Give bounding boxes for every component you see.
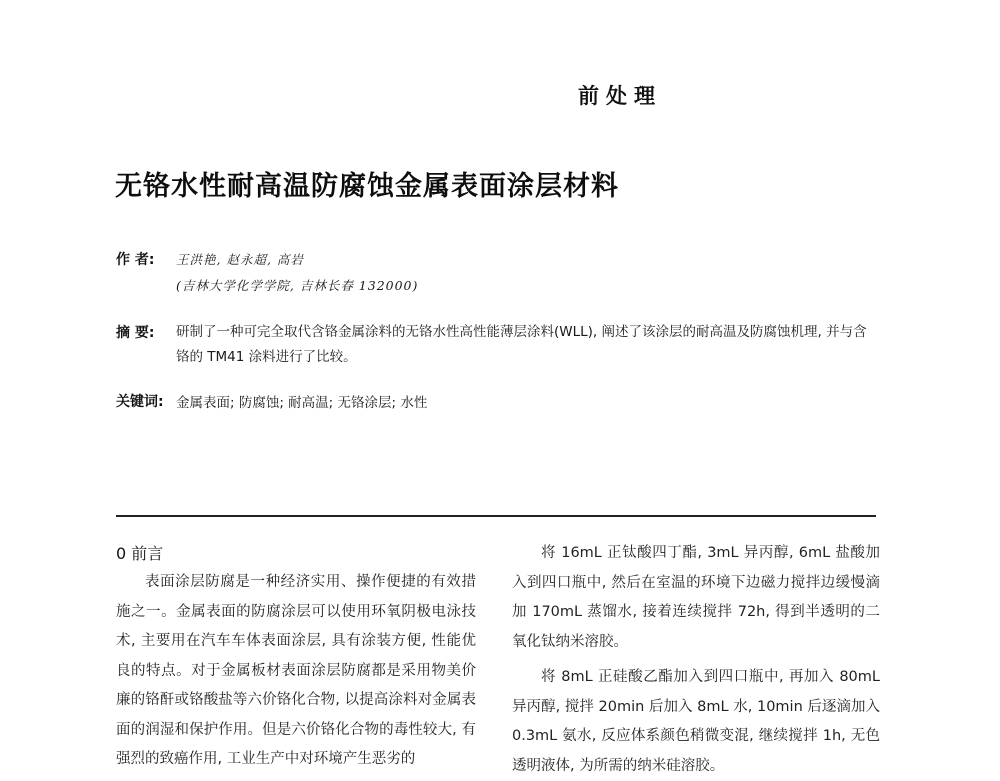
author-affiliation: (吉林大学化学学院, 吉林长春 132000) — [176, 278, 419, 293]
titania-sol-paragraph: 将 16mL 正钛酸四丁酯, 3mL 异丙醇, 6mL 盐酸加入到四口瓶中, 然后在室温的环境下边磁力搅拌边缓慢滴加 170mL 蒸馏水, 接着连续搅拌 72h, 得到半透明的二氧化钛纳米溶胶。 — [512, 545, 880, 650]
abstract-label: 摘 要: — [116, 325, 155, 341]
left-column — [116, 568, 476, 775]
section-header: 前处理 — [578, 83, 662, 108]
author-names: 王洪艳, 赵永超, 高岩 — [176, 252, 304, 267]
keywords-text: 金属表面; 防腐蚀; 耐高温; 无铬涂层; 水性 — [176, 395, 428, 411]
article-title: 无铬水性耐高温防腐蚀金属表面涂层材料 — [115, 171, 619, 202]
silica-sol-paragraph: 将 8mL 正硅酸乙酯加入到四口瓶中, 再加入 80mL 异丙醇, 搅拌 20min 后加入 8mL 水, 10min 后逐滴加入 0.3mL 氨水, 反应体系颜色稍微变混, 继续搅拌 1h, 无色透明液体, 为所需的纳米硅溶胶。 — [512, 669, 880, 774]
keywords-label: 关键词: — [116, 394, 164, 410]
intro-paragraph: 表面涂层防腐是一种经济实用、操作便捷的有效措施之一。金属表面的防腐涂层可以使用环氧阴极电泳技术, 主要用在汽车车体表面涂层, 具有涂装方便, 性能优良的特点。对于金属板材表面涂层防腐都是采用物美价廉的铬酐或铬酸盐等六价铬化合物, 以提高涂料对金属表面的润湿和保护作用。但是六价铬化合物的毒性较大, 有强烈的致癌作用, 工业生产中对环境产生恶劣的 — [116, 574, 476, 767]
right-column — [512, 539, 880, 781]
author-label: 作 者: — [116, 252, 155, 268]
abstract-text: 研制了一种可完全取代含铬金属涂料的无铬水性高性能薄层涂料(WLL), 阐述了该涂层的耐高温及防腐蚀机理, 并与含铬的 TM41 涂料进行了比较。 — [176, 324, 867, 365]
section-divider — [116, 515, 876, 517]
section-heading-introduction: 0 前言 — [116, 544, 164, 563]
